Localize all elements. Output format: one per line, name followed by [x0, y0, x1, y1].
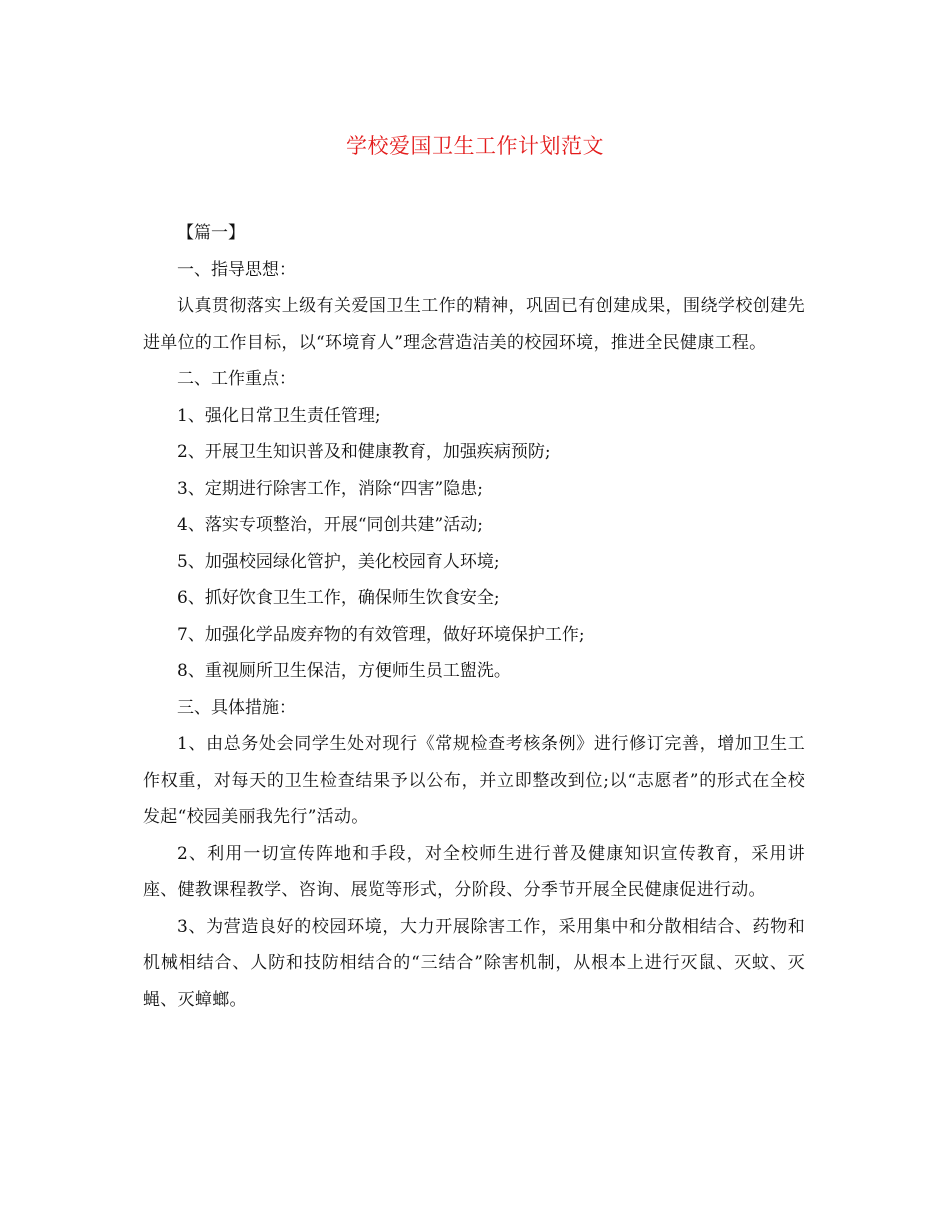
list-item: 3、定期进行除害工作，消除“四害”隐患;: [177, 478, 483, 499]
section-heading-measures: 三、具体措施：: [177, 697, 296, 718]
document-body: [143, 215, 805, 1018]
paragraph-guiding-thought: 认真贯彻落实上级有关爱国卫生工作的精神，巩固已有创建成果，围绕学校创建先进单位的工作目标，以“环境育人”理念营造洁美的校园环境，推进全民健康工程。: [143, 296, 805, 353]
paragraph-measure: 3、为营造良好的校园环境，大力开展除害工作，采用集中和分散相结合、药物和机械相结合、人防和技防相结合的“三结合”除害机制，从根本上进行灭鼠、灭蚊、灭蝇、灭蟑螂。: [143, 916, 805, 1010]
list-item: 6、抓好饮食卫生工作，确保师生饮食安全;: [177, 588, 500, 608]
paragraph-measure: 2、利用一切宣传阵地和手段，对全校师生进行普及健康知识宣传教育，采用讲座、健教课程教学、咨询、展览等形式，分阶段、分季节开展全民健康促进行动。: [143, 843, 805, 900]
paragraph-measure: 1、由总务处会同学生处对现行《常规检查考核条例》进行修订完善，增加卫生工作权重，对每天的卫生检查结果予以公布，并立即整改到位;以“志愿者”的形式在全校发起“校园美丽我先行”活动。: [143, 734, 805, 827]
list-item: 5、加强校园绿化管护，美化校园育人环境;: [177, 551, 500, 572]
list-item: 7、加强化学品废弃物的有效管理，做好环境保护工作;: [177, 624, 585, 645]
section-heading-work-focus: 二、工作重点：: [177, 369, 296, 389]
part-label: 【篇一】: [177, 223, 245, 243]
section-heading-guiding-thought: 一、指导思想：: [177, 259, 296, 280]
document-title: 学校爱国卫生工作计划范文: [346, 134, 604, 158]
list-item: 4、落实专项整治，开展“同创共建”活动;: [177, 515, 483, 535]
list-item: 1、强化日常卫生责任管理;: [177, 405, 381, 426]
list-item: 2、开展卫生知识普及和健康教育，加强疾病预防;: [177, 442, 551, 462]
list-item: 8、重视厕所卫生保洁，方便师生员工盥洗。: [177, 661, 511, 681]
